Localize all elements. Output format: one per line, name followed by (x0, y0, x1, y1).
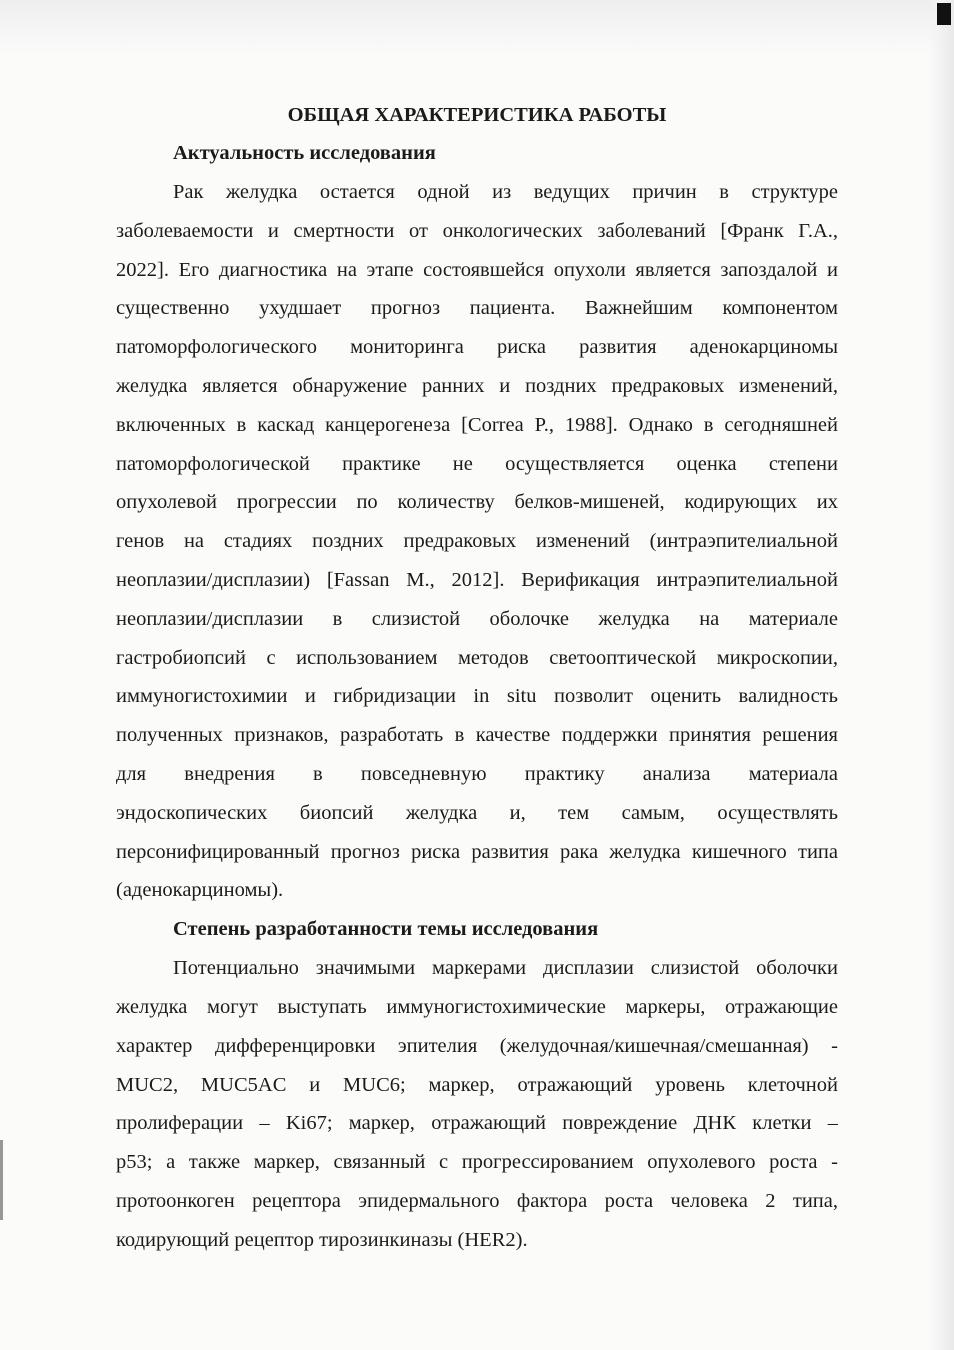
scan-top-shadow (0, 0, 954, 55)
paragraph-line: желудка могут выступать иммуногистохимические маркеры, отражающие (116, 995, 838, 1018)
paragraph-line: желудка является обнаружение ранних и поздних предраковых изменений, (116, 374, 838, 397)
paragraph-line: пролиферации – Ki67; маркер, отражающий повреждение ДНК клетки – (116, 1112, 838, 1135)
paragraph-line: p53; а также маркер, связанный с прогрессированием опухолевого роста - (116, 1151, 838, 1174)
paragraph-line: полученных признаков, разработать в качестве поддержки принятия решения (116, 724, 838, 747)
paragraph-line: кодирующий рецептор тирозинкиназы (HER2). (116, 1228, 528, 1251)
paragraph-line: протоонкоген рецептора эпидермального фактора роста человека 2 типа, (116, 1189, 838, 1212)
paragraph-line: MUC2, MUC5AC и MUC6; маркер, отражающий уровень клеточной (116, 1073, 838, 1096)
paragraph-line: существенно ухудшает прогноз пациента. Важнейшим компонентом (116, 297, 838, 320)
paragraph-line: Потенциально значимыми маркерами дисплазии слизистой оболочки (173, 957, 838, 980)
scan-corner-mark (937, 3, 951, 25)
paragraph-line: генов на стадиях поздних предраковых изменений (интраэпителиальной (116, 530, 838, 553)
paragraph-line: (аденокарциномы). (116, 879, 284, 902)
section-heading-relevance: Актуальность исследования (173, 142, 436, 164)
section-heading-development: Степень разработанности темы исследования (173, 918, 599, 941)
paragraph-line: для внедрения в повседневную практику анализа материала (116, 762, 838, 785)
document-title: ОБЩАЯ ХАРАКТЕРИСТИКА РАБОТЫ (287, 104, 667, 126)
paragraph-line: характер дифференцировки эпителия (желудочная/кишечная/смешанная) - (116, 1034, 838, 1057)
paragraph-line: патоморфологического мониторинга риска развития аденокарциномы (116, 336, 838, 359)
paragraph-line: Рак желудка остается одной из ведущих причин в структуре (173, 181, 838, 203)
paragraph-development (116, 949, 838, 1259)
document-body (116, 96, 838, 1260)
paragraph-line: иммуногистохимии и гибридизации in situ позволит оценить валидность (116, 685, 838, 708)
paragraph-line: патоморфологической практике не осуществляется оценка степени (116, 452, 838, 475)
paragraph-line: эндоскопических биопсий желудка и, тем самым, осуществлять (116, 801, 838, 824)
paragraph-relevance (116, 173, 838, 910)
scan-side-mark (0, 1140, 3, 1220)
scan-right-edge (928, 0, 954, 1350)
paragraph-line: включенных в каскад канцерогенеза [Correa P., 1988]. Однако в сегодняшней (116, 413, 838, 436)
paragraph-line: гастробиопсий с использованием методов светооптической микроскопии, (116, 646, 838, 669)
paragraph-line: персонифицированный прогноз риска развития рака желудка кишечного типа (116, 840, 838, 863)
paragraph-line: неоплазии/дисплазии) [Fassan M., 2012]. Верификация интраэпителиальной (116, 568, 838, 591)
paragraph-line: заболеваемости и смертности от онкологических заболеваний [Франк Г.А., (116, 219, 838, 242)
paragraph-line: 2022]. Его диагностика на этапе состоявшейся опухоли является запоздалой и (116, 258, 838, 281)
paragraph-line: неоплазии/дисплазии в слизистой оболочке желудка на материале (116, 607, 838, 630)
paragraph-line: опухолевой прогрессии по количеству белков-мишеней, кодирующих их (116, 491, 838, 514)
